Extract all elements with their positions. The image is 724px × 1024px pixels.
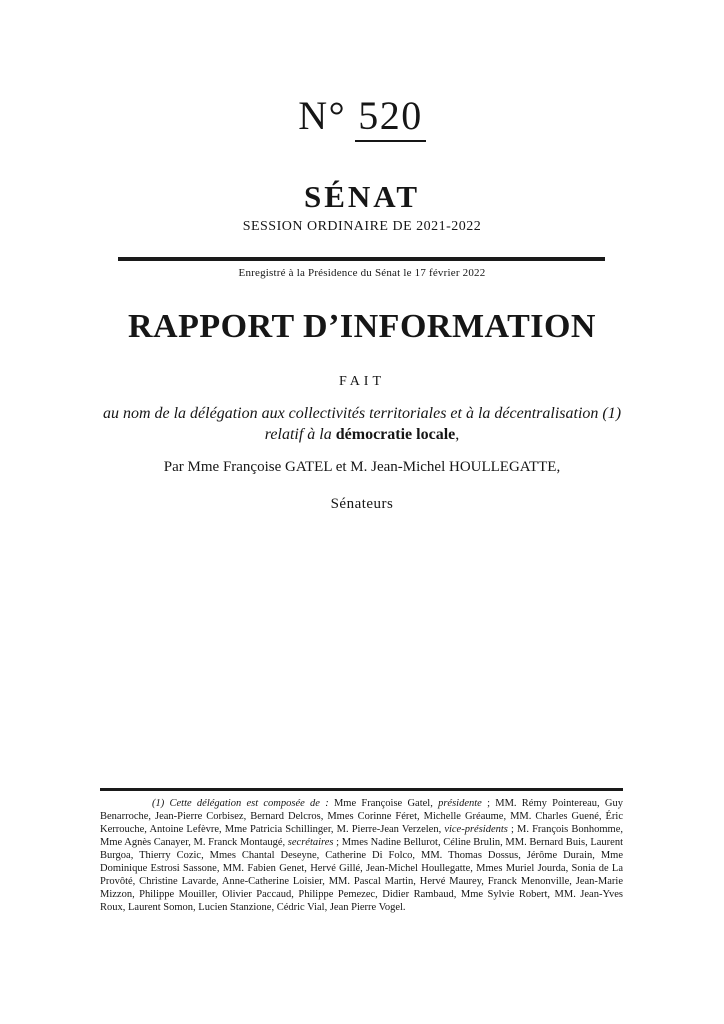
mandate-line-2-prefix: relatif à la (264, 426, 336, 443)
registration-line: Enregistré à la Présidence du Sénat le 17 février 2022 (238, 267, 486, 279)
document-number-prefix: N° (298, 93, 347, 138)
authors-line: Par Mme Françoise GATEL et M. Jean-Michel HOULLEGATTE, (163, 459, 561, 475)
footnote-role-secretaires: secrétaires (287, 837, 334, 848)
document-number-value: 520 (355, 96, 426, 142)
footnote-intro: (1) Cette délégation est composée de : (152, 798, 334, 809)
footnote-text: ; M. François Bonhomme, Mme Agnès Canayer, M. Franck Montaugé, (100, 824, 623, 848)
mandate-subject: démocratie locale (335, 426, 456, 443)
mandate-line-1: au nom de la délégation aux collectivités territoriales et à la décentralisation (1) (102, 405, 622, 422)
mandate-line-2-suffix: , (455, 426, 460, 443)
document-number (0, 93, 724, 142)
mandate-line-2 (95, 424, 629, 445)
fait-label: FAIT (338, 374, 386, 389)
report-title: RAPPORT D’INFORMATION (128, 308, 596, 345)
authors-role: Sénateurs (330, 496, 394, 512)
mandate-paragraph (0, 403, 724, 445)
footnote-text: Mme Françoise Gatel, (333, 798, 439, 809)
footnote-paragraph (100, 788, 623, 914)
institution-title: SÉNAT (303, 179, 421, 214)
session-subtitle: SESSION ORDINAIRE DE 2021-2022 (242, 219, 482, 234)
footnote-role-vice-presidents: vice-présidents (444, 824, 508, 835)
footnote-text: ; MM. Rémy Pointereau, Guy Benarroche, Jean-Pierre Corbisez, Bernard Delcros, Mmes Corinne Féret, Michelle Gréaume, MM. Charles Guené, Éric Kerrouche, Antoine Lefèvre, Mme Patricia Schillinger, M. Pierre-Jean Verzelen, (100, 798, 623, 835)
footnote-text: ; Mmes Nadine Bellurot, Céline Brulin, MM. Bernard Buis, Laurent Burgoa, Thierry Cozic, Mmes Chantal Deseyne, Catherine Di Folco, MM. Thomas Dossus, Jérôme Durain, Mme Dominique Estrosi Sassone, MM. Fabien Genet, Hervé Gillé, Jean-Michel Houllegatte, Mmes Muriel Jourda, Sonia de La Provôté, Christine Lavarde, Anne-Catherine Loisier, MM. Pascal Martin, Hervé Maurey, Franck Menonville, Jean-Marie Mizzon, Philippe Mouiller, Olivier Paccaud, Philippe Pemezec, Didier Rambaud, Mme Sylvie Robert, MM. Jean-Yves Roux, Laurent Somon, Lucien Stanzione, Cédric Vial, Jean Pierre Vogel. (100, 837, 623, 913)
footnote-role-presidente: présidente (438, 798, 482, 809)
double-rule-divider (118, 257, 605, 261)
